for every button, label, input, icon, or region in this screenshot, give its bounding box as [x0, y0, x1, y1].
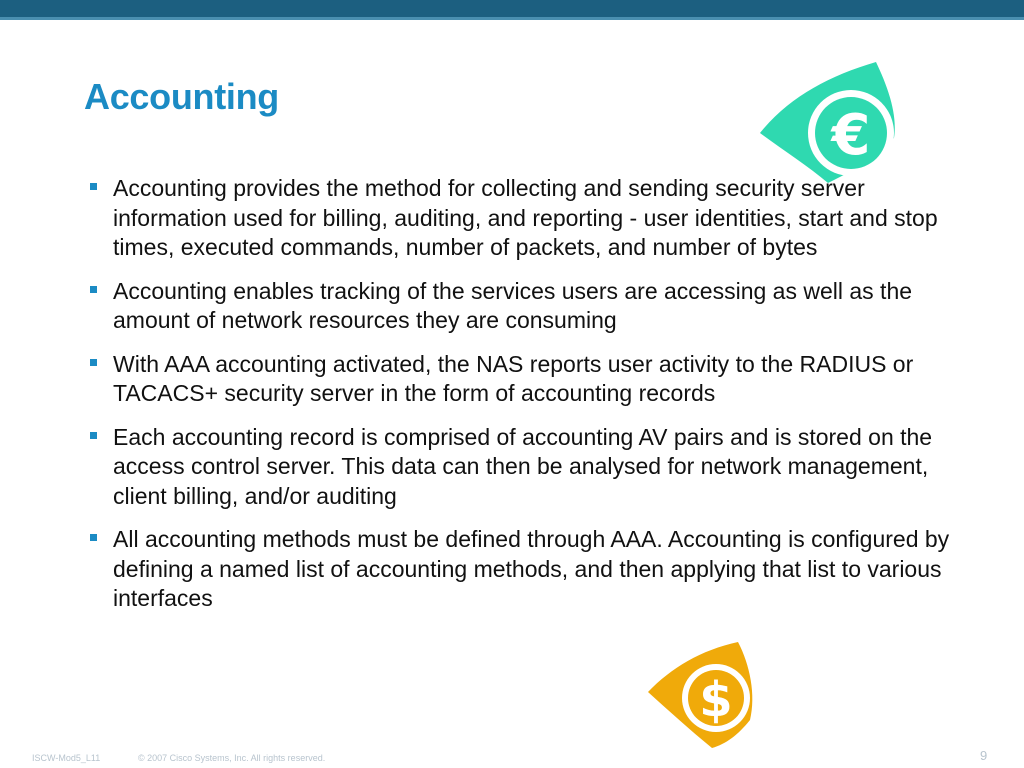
dollar-icon: [646, 640, 758, 750]
svg-text:$: $: [699, 672, 733, 728]
list-item: Each accounting record is comprised of accounting AV pairs and is stored on the access control server. This data can then be analysed for network management, client billing, and/or auditing: [88, 423, 968, 512]
list-item: Accounting provides the method for collecting and sending security server information used for billing, auditing, and reporting - user identities, start and stop times, executed commands, number of packets, and number of bytes: [88, 174, 968, 263]
footer-course-code: ISCW-Mod5_L11: [32, 753, 101, 763]
page-number: 9: [980, 748, 988, 763]
bullet-list: [88, 174, 968, 628]
svg-text:€: €: [831, 103, 871, 168]
list-item: With AAA accounting activated, the NAS reports user activity to the RADIUS or TACACS+ security server in the form of accounting records: [88, 350, 968, 409]
bullet-square-icon: [90, 432, 97, 439]
bullet-square-icon: [90, 286, 97, 293]
bullet-square-icon: [90, 183, 97, 190]
euro-icon: [758, 58, 908, 188]
top-banner: [0, 0, 1024, 20]
bullet-square-icon: [90, 359, 97, 366]
footer-copyright: © 2007 Cisco Systems, Inc. All rights reserved.: [138, 753, 326, 763]
list-item: Accounting enables tracking of the services users are accessing as well as the amount of network resources they are consuming: [88, 277, 968, 336]
bullet-square-icon: [90, 534, 97, 541]
slide-title: Accounting: [84, 76, 279, 117]
list-item: All accounting methods must be defined through AAA. Accounting is configured by defining a named list of accounting methods, and then applying that list to various interfaces: [88, 525, 968, 614]
